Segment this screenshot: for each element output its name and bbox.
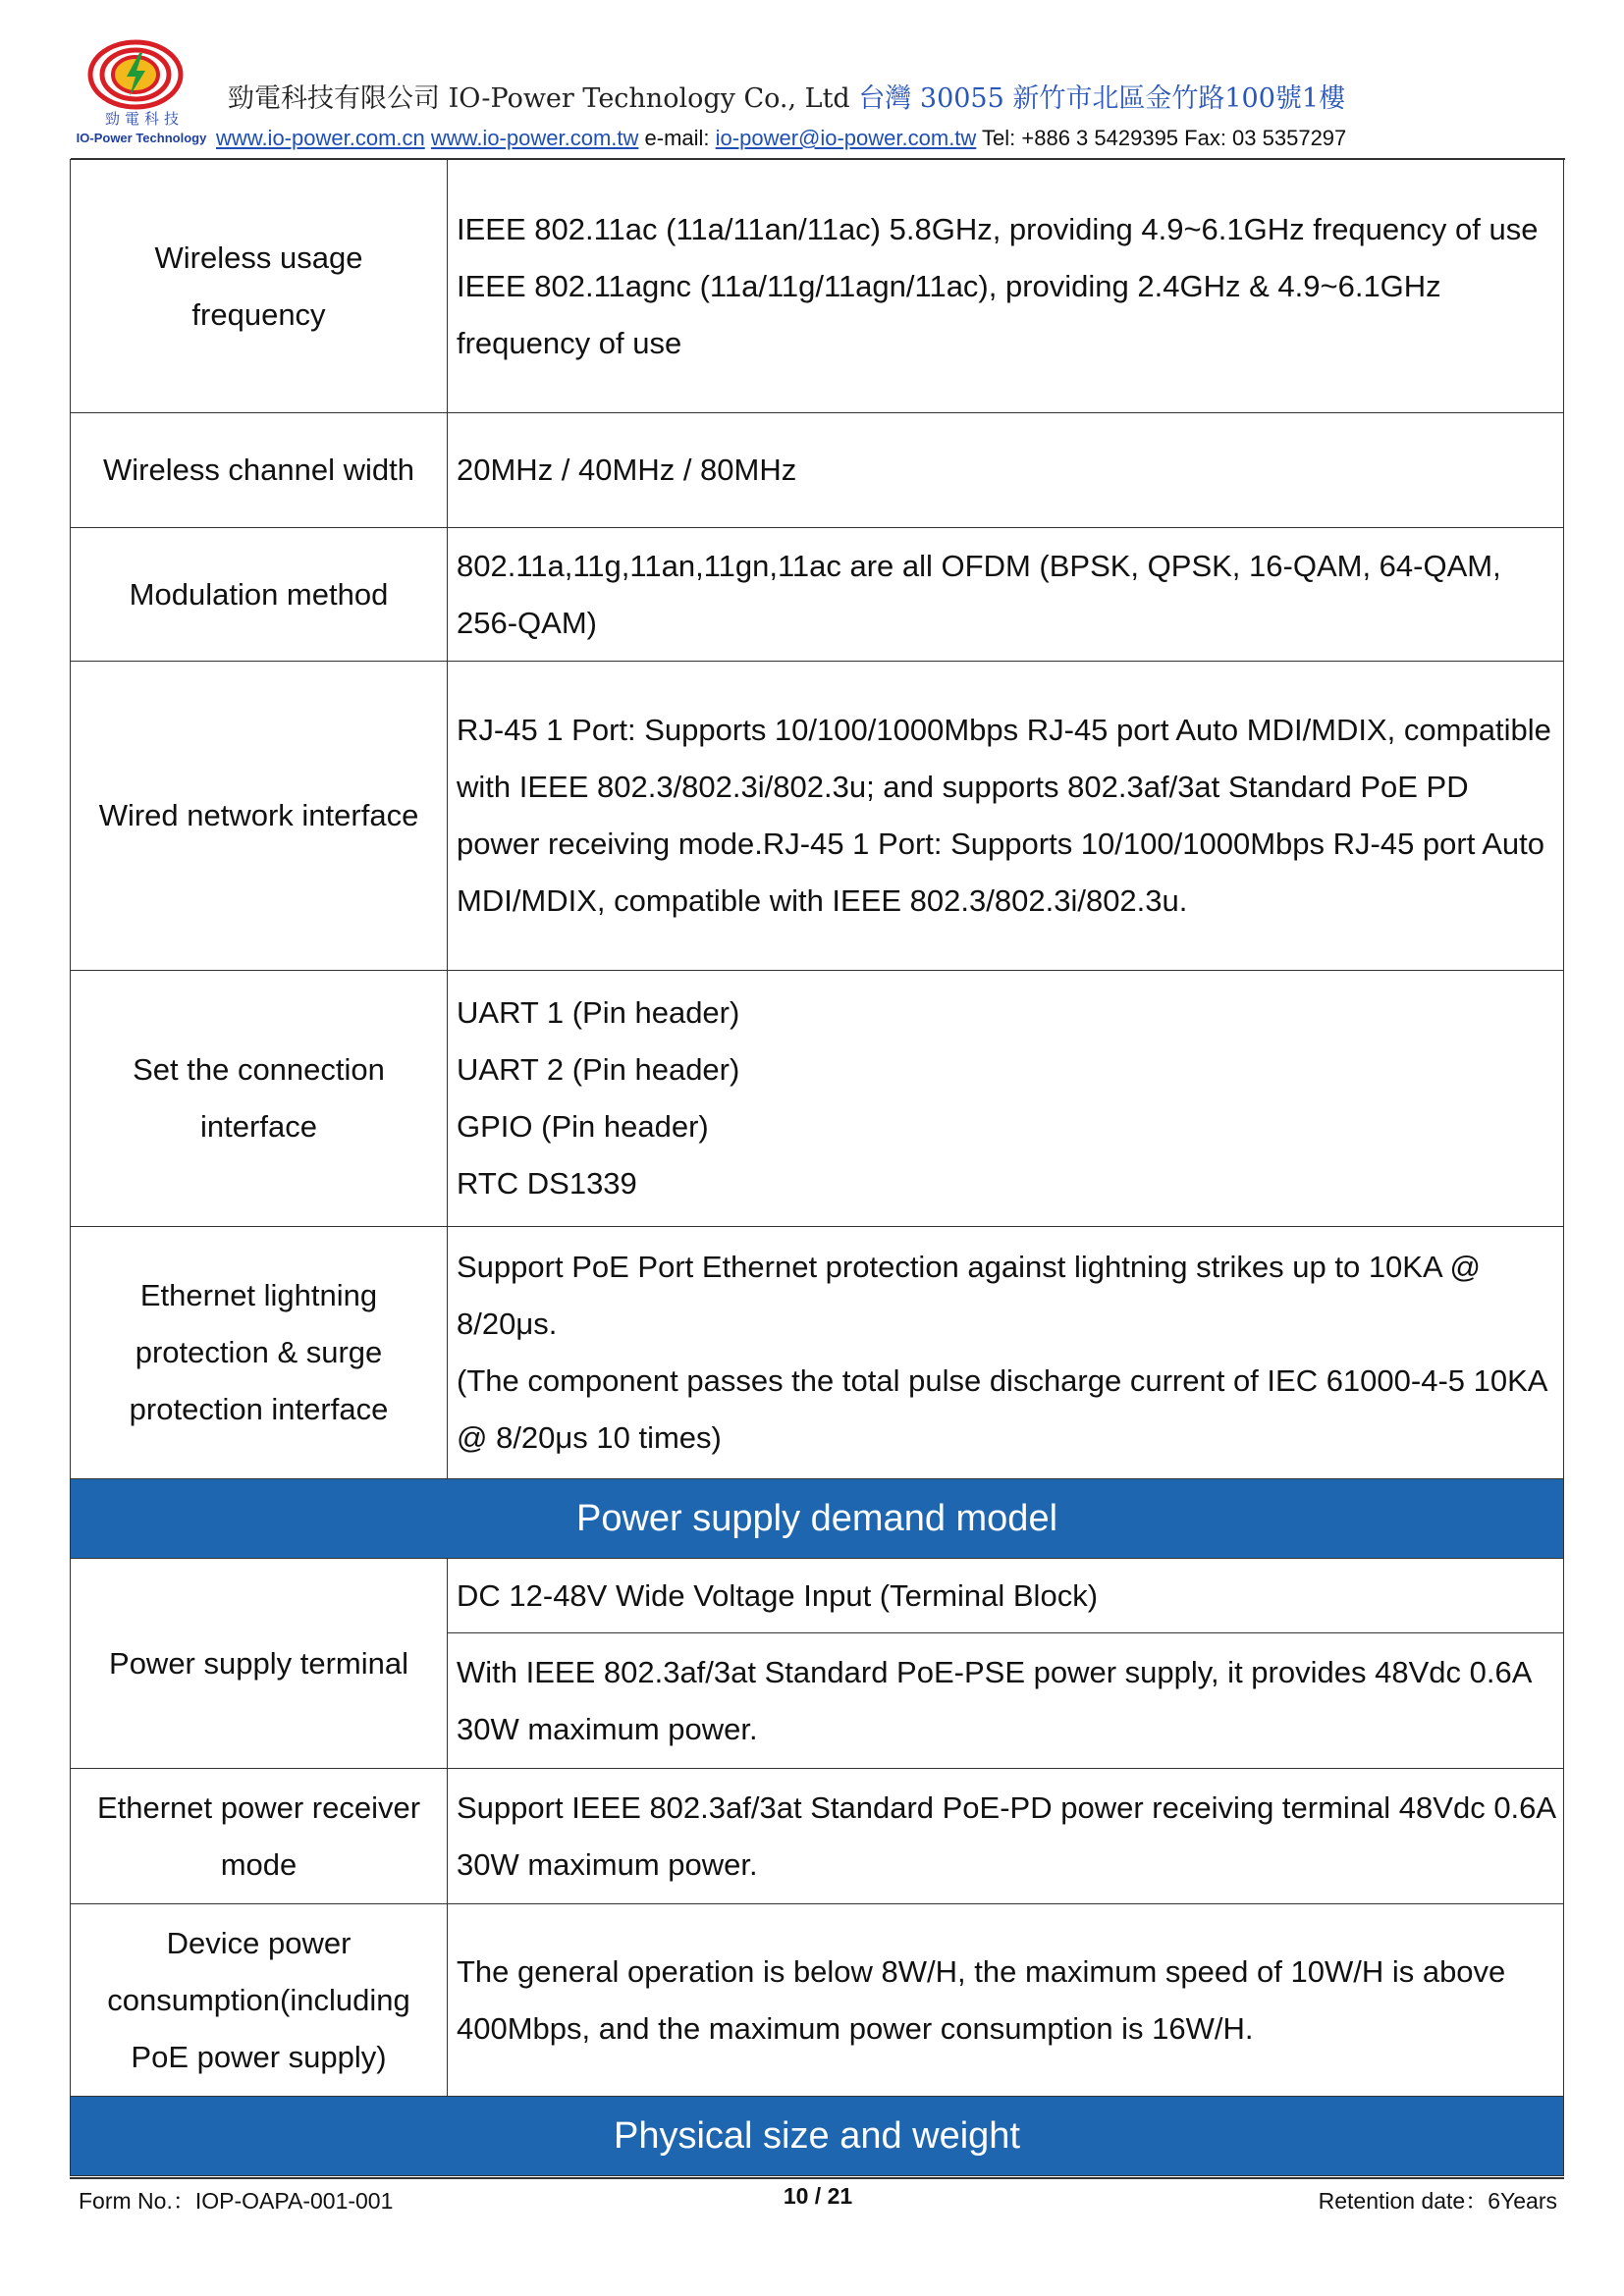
table-row xyxy=(71,160,1564,413)
logo-english-name: IO-Power Technology xyxy=(76,131,207,145)
section-title-power: Power supply demand model xyxy=(71,1479,1564,1559)
spec-value xyxy=(448,1227,1564,1479)
spec-value-line: DC 12-48V Wide Voltage Input (Terminal Block) xyxy=(457,1577,1099,1613)
spec-value xyxy=(448,1769,1564,1904)
spec-value-line: 802.11a,11g,11an,11gn,11ac are all OFDM (BPSK, QPSK, 16-QAM, 64-QAM, 256-QAM) xyxy=(457,548,1501,640)
spec-value-line: The general operation is below 8W/H, the maximum speed of 10W/H is above 400Mbps, and the maximum power consumption is 16W/H. xyxy=(457,1953,1506,2046)
spec-value xyxy=(448,1559,1564,1633)
company-address-line xyxy=(228,77,1345,115)
table-row xyxy=(71,971,1564,1227)
section-header-row xyxy=(71,2097,1564,2176)
logo-chinese-name: 勁電科技 xyxy=(104,110,184,128)
spec-value-line: IEEE 802.11ac (11a/11an/11ac) 5.8GHz, providing 4.9~6.1GHz frequency of use xyxy=(457,211,1539,246)
table-row xyxy=(71,1769,1564,1904)
contact-line xyxy=(216,126,1346,151)
table-row xyxy=(71,413,1564,528)
spec-value xyxy=(448,160,1564,413)
spec-label: Wireless usage frequency xyxy=(71,160,448,413)
spec-value-line: (The component passes the total pulse discharge current of IEC 61000-4-5 10KA @ 8/20μs 10 times) xyxy=(457,1363,1546,1455)
phone-fax: Tel: +886 3 5429395 Fax: 03 5357297 xyxy=(982,126,1347,150)
section-header-row xyxy=(71,1479,1564,1559)
spec-value-line: With IEEE 802.3af/3at Standard PoE-PSE power supply, it provides 48Vdc 0.6A 30W maximum power. xyxy=(457,1654,1531,1746)
spec-label: Set the connection interface xyxy=(71,971,448,1227)
spec-value-line: 20MHz / 40MHz / 80MHz xyxy=(457,453,797,487)
spec-value-line: GPIO (Pin header) xyxy=(457,1109,709,1144)
spec-label: Wired network interface xyxy=(71,662,448,971)
company-address: 台灣 30055 新竹市北區金竹路100號1樓 xyxy=(858,83,1346,114)
company-name: 勁電科技有限公司 IO-Power Technology Co., Ltd xyxy=(228,83,850,114)
spec-value-line: UART 2 (Pin header) xyxy=(457,1052,740,1087)
spec-value-line: RJ-45 1 Port: Supports 10/100/1000Mbps RJ-45 port Auto MDI/MDIX, compatible with IEEE 802.3/802.3i/802.3u; and supports 802.3af/3at Standard PoE PD power receiving mode.RJ-45 1 Port: Supports 10/100/1000Mbps RJ-45 port Auto MDI/MDIX, compatible with IEEE 802.3/802.3i/802.3u. xyxy=(457,713,1551,918)
document-footer xyxy=(79,2183,1557,2215)
spec-value-line: RTC DS1339 xyxy=(457,1166,637,1201)
footer-divider xyxy=(70,2177,1564,2179)
table-row xyxy=(71,662,1564,971)
spec-value xyxy=(448,1633,1564,1769)
spec-label: Power supply terminal xyxy=(71,1559,448,1769)
email-link[interactable]: io-power@io-power.com.tw xyxy=(715,126,977,150)
website-cn-link[interactable]: www.io-power.com.cn xyxy=(216,126,425,150)
section-title-size: Physical size and weight xyxy=(71,2097,1564,2176)
table-row xyxy=(71,528,1564,662)
spec-label: Device power consumption(including PoE power supply) xyxy=(71,1904,448,2097)
email-label: e-mail: xyxy=(644,126,710,150)
table-row xyxy=(71,1227,1564,1479)
spec-label: Ethernet power receiver mode xyxy=(71,1769,448,1904)
spec-value-line: Support IEEE 802.3af/3at Standard PoE-PD power receiving terminal 48Vdc 0.6A 30W maximum power. xyxy=(457,1789,1555,1882)
table-row xyxy=(71,1904,1564,2097)
spec-value-line: UART 1 (Pin header) xyxy=(457,995,740,1030)
retention-date: Retention date：6Years xyxy=(1318,2188,1557,2214)
spec-value xyxy=(448,528,1564,662)
page-number: 10 / 21 xyxy=(783,2183,853,2209)
spec-value xyxy=(448,662,1564,971)
company-logo xyxy=(73,39,206,153)
spec-label: Modulation method xyxy=(71,528,448,662)
spec-table xyxy=(70,159,1564,2176)
website-tw-link[interactable]: www.io-power.com.tw xyxy=(430,126,639,150)
spec-label: Wireless channel width xyxy=(71,413,448,528)
form-number: Form No.：IOP-OAPA-001-001 xyxy=(79,2188,394,2214)
spec-value xyxy=(448,1904,1564,2097)
spec-value-line: Support PoE Port Ethernet protection against lightning strikes up to 10KA @ 8/20μs. xyxy=(457,1250,1482,1341)
table-row xyxy=(71,1559,1564,1633)
document-header xyxy=(71,35,1563,157)
spec-label: Ethernet lightning protection & surge protection interface xyxy=(71,1227,448,1479)
spec-value xyxy=(448,413,1564,528)
spec-value xyxy=(448,971,1564,1227)
spec-value-line: IEEE 802.11agnc (11a/11g/11agn/11ac), providing 2.4GHz & 4.9~6.1GHz frequency of use xyxy=(457,268,1441,360)
